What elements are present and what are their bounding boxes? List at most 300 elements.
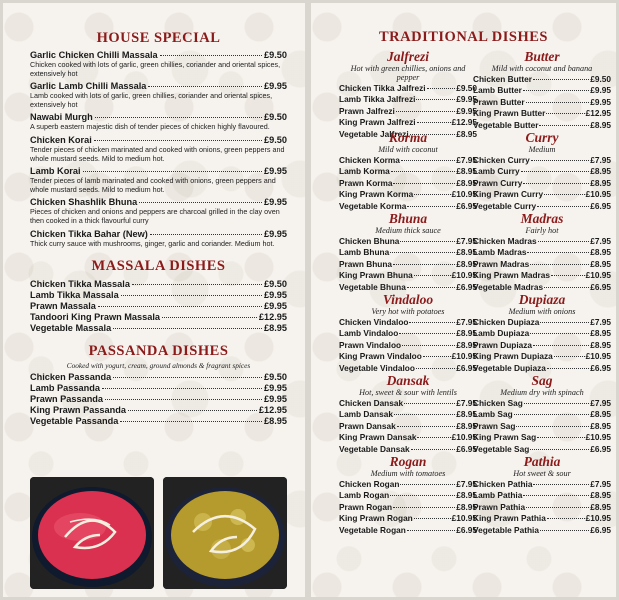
menu-item-row bbox=[339, 340, 477, 351]
menu-item-name: Lamb Pathia bbox=[473, 490, 523, 501]
dot-leader bbox=[120, 421, 262, 422]
menu-item-row bbox=[339, 525, 477, 536]
category-subtitle: Very hot with potatoes bbox=[371, 307, 445, 316]
menu-item-price: £8.95 bbox=[590, 339, 611, 350]
dot-leader bbox=[516, 426, 589, 427]
menu-item-price: £8.95 bbox=[590, 247, 611, 258]
menu-item-row bbox=[339, 513, 477, 524]
menu-item-row bbox=[339, 166, 477, 177]
menu-item-price: £8.95 bbox=[590, 490, 611, 501]
menu-item-row bbox=[30, 290, 287, 301]
dot-leader bbox=[160, 55, 262, 56]
menu-item-price: £9.50 bbox=[456, 83, 477, 93]
menu-item-price: £8.95 bbox=[590, 119, 611, 130]
menu-item-row bbox=[339, 94, 477, 105]
category-dansak bbox=[339, 373, 477, 454]
passanda-subtitle: Cooked with yogurt, cream, ground almonds & fragrant spices bbox=[66, 361, 251, 371]
menu-item-name: Chicken Tikka Jalfrezi bbox=[339, 83, 426, 93]
traditional-column-left bbox=[339, 49, 477, 535]
massala-list bbox=[30, 279, 287, 334]
menu-item-name: Vegetable Rogan bbox=[339, 524, 406, 535]
category-pathia bbox=[473, 454, 611, 535]
menu-item-row bbox=[473, 502, 611, 513]
category-madras bbox=[473, 211, 611, 292]
category-butter bbox=[473, 49, 611, 130]
menu-item-row bbox=[30, 323, 287, 334]
menu-item-name: Prawn Massala bbox=[30, 301, 96, 312]
menu-item-name: Lamb Curry bbox=[473, 166, 520, 177]
dot-leader bbox=[533, 345, 589, 346]
menu-item-name: Lamb Tikka Jalfrezi bbox=[339, 94, 416, 105]
menu-item-row bbox=[473, 432, 611, 443]
menu-item-price: £9.50 bbox=[264, 372, 287, 383]
menu-item-name: Garlic Chicken Chilli Massala bbox=[30, 50, 158, 60]
menu-item-name: King Prawn Vindaloo bbox=[339, 351, 422, 362]
menu-item-price: £9.95 bbox=[264, 81, 287, 92]
category-title: Madras bbox=[520, 211, 564, 226]
dot-leader bbox=[526, 507, 589, 508]
menu-item-row bbox=[473, 328, 611, 339]
menu-item-row bbox=[473, 189, 611, 200]
menu-item-row bbox=[473, 155, 611, 166]
menu-item-row bbox=[339, 178, 477, 189]
menu-item-name: Lamb Dansak bbox=[339, 409, 393, 420]
menu-item-row bbox=[339, 189, 477, 200]
menu-item-name: King Prawn Bhuna bbox=[339, 270, 413, 281]
menu-item-price: £7.95 bbox=[456, 317, 477, 327]
category-title: Bhuna bbox=[388, 211, 428, 226]
dot-leader bbox=[537, 437, 584, 438]
menu-item-description: A superb eastern majestic dish of tender pieces of chicken highly flavoured. bbox=[30, 122, 270, 132]
menu-item-price: £6.95 bbox=[456, 443, 477, 454]
menu-item-price: £8.95 bbox=[590, 328, 611, 339]
dot-leader bbox=[390, 252, 455, 253]
menu-item-name: Vegetable Pathia bbox=[473, 524, 539, 535]
green-curry-dish-photo bbox=[163, 477, 287, 589]
menu-item-name: Prawn Dansak bbox=[339, 420, 396, 431]
menu-item-name: Vegetable Curry bbox=[473, 200, 537, 211]
dot-leader bbox=[417, 437, 450, 438]
menu-item-name: Chicken Passanda bbox=[30, 372, 112, 383]
menu-item-price: £6.95 bbox=[590, 443, 611, 454]
menu-item-row bbox=[339, 409, 477, 420]
menu-item-row bbox=[473, 421, 611, 432]
dot-leader bbox=[417, 122, 451, 123]
category-title: Dansak bbox=[386, 373, 430, 388]
left-menu-page bbox=[3, 3, 305, 597]
dot-leader bbox=[547, 368, 589, 369]
house-special-list bbox=[30, 50, 287, 248]
category-subtitle: Hot sweet & sour bbox=[513, 469, 571, 478]
menu-item-row bbox=[473, 513, 611, 524]
menu-item-price: £7.95 bbox=[456, 236, 477, 246]
menu-item-name: Lamb Tikka Massala bbox=[30, 290, 119, 301]
menu-item-price: £7.95 bbox=[456, 155, 477, 165]
menu-item-name: Vegetable Bhuna bbox=[339, 281, 406, 292]
dot-leader bbox=[554, 356, 585, 357]
menu-item-name: Lamb Sag bbox=[473, 409, 513, 420]
dot-leader bbox=[409, 322, 455, 323]
menu-item-name: Chicken Sag bbox=[473, 398, 523, 408]
menu-item-price: £7.95 bbox=[590, 236, 611, 246]
house-special-heading: HOUSE SPECIAL bbox=[96, 30, 221, 46]
menu-item-name: Lamb Vindaloo bbox=[339, 328, 399, 339]
category-subtitle: Hot with green chillies, onions and pepper bbox=[350, 64, 466, 82]
menu-item-row bbox=[339, 117, 477, 128]
menu-item-price: £12.95 bbox=[258, 312, 287, 323]
menu-item-row bbox=[339, 247, 477, 258]
menu-item-name: Vegetable Jalfrezi bbox=[339, 128, 409, 139]
passanda-heading: PASSANDA DISHES bbox=[88, 343, 229, 360]
menu-item-name: Tandoori King Prawn Massala bbox=[30, 312, 161, 323]
dot-leader bbox=[393, 264, 455, 265]
category-subtitle: Medium dry with spinach bbox=[500, 388, 584, 397]
menu-item-price: £9.95 bbox=[264, 166, 287, 177]
dot-leader bbox=[531, 160, 590, 161]
menu-item-price: £10.95 bbox=[451, 189, 477, 200]
menu-item-name: Prawn Butter bbox=[473, 96, 525, 107]
menu-item-name: Vegetable Butter bbox=[473, 119, 539, 130]
menu-item-row bbox=[339, 502, 477, 513]
menu-item-name: Lamb Butter bbox=[473, 85, 522, 96]
menu-item-name: Prawn Sag bbox=[473, 420, 516, 431]
menu-item-name: Lamb Korai bbox=[30, 166, 81, 177]
menu-item-name: Prawn Pathia bbox=[473, 501, 526, 512]
category-title: Dupiaza bbox=[518, 292, 566, 307]
menu-item-price: £8.95 bbox=[456, 128, 477, 139]
dot-leader bbox=[400, 484, 455, 485]
category-dupiaza bbox=[473, 292, 611, 373]
dot-leader bbox=[544, 194, 585, 195]
menu-item-price: £6.95 bbox=[590, 524, 611, 535]
menu-item-name: Chicken Pathia bbox=[473, 479, 533, 489]
special-item bbox=[30, 135, 287, 163]
menu-item-row bbox=[339, 155, 477, 166]
category-subtitle: Fairly hot bbox=[525, 226, 559, 235]
category-subtitle: Medium with onions bbox=[508, 307, 576, 316]
dot-leader bbox=[521, 171, 590, 172]
menu-item-price: £9.95 bbox=[264, 290, 287, 301]
menu-item-name: King Prawn Dansak bbox=[339, 432, 417, 443]
menu-item-row bbox=[339, 259, 477, 270]
menu-item-price: £6.95 bbox=[456, 524, 477, 535]
menu-item-price: £6.95 bbox=[456, 200, 477, 211]
menu-item-row bbox=[473, 490, 611, 501]
category-curry bbox=[473, 130, 611, 211]
menu-item-name: Chicken Tikka Bahar (New) bbox=[30, 228, 148, 239]
menu-item-row bbox=[473, 166, 611, 177]
menu-item-name: King Prawn Curry bbox=[473, 189, 544, 200]
dot-leader bbox=[139, 202, 262, 203]
menu-item-price: £8.95 bbox=[590, 166, 611, 177]
menu-item-price: £6.95 bbox=[590, 362, 611, 373]
menu-item-price: £9.50 bbox=[590, 74, 611, 84]
dot-leader bbox=[396, 111, 455, 112]
dot-leader bbox=[411, 449, 456, 450]
menu-item-price: £7.95 bbox=[590, 479, 611, 489]
menu-item-price: £9.95 bbox=[264, 394, 287, 405]
menu-item-row bbox=[473, 108, 611, 119]
menu-item-name: Prawn Rogan bbox=[339, 501, 393, 512]
dot-leader bbox=[414, 275, 451, 276]
menu-item-price: £6.95 bbox=[590, 281, 611, 292]
dot-leader bbox=[128, 410, 257, 411]
dot-leader bbox=[427, 88, 456, 89]
dot-leader bbox=[414, 194, 450, 195]
menu-item-name: Vegetable Sag bbox=[473, 443, 530, 454]
category-subtitle: Mild with coconut bbox=[378, 145, 438, 154]
menu-item-price: £8.95 bbox=[456, 339, 477, 350]
menu-item-name: Lamb Dupiaza bbox=[473, 328, 530, 339]
menu-item-price: £8.95 bbox=[456, 420, 477, 431]
dot-leader bbox=[530, 333, 589, 334]
menu-item-row bbox=[473, 247, 611, 258]
dot-leader bbox=[547, 518, 585, 519]
dish-photos bbox=[30, 477, 287, 589]
menu-item-name: Chicken Korma bbox=[339, 155, 400, 165]
traditional-heading: TRADITIONAL DISHES bbox=[379, 29, 548, 45]
menu-item-name: Chicken Dupiaza bbox=[473, 317, 540, 327]
menu-item-price: £10.95 bbox=[451, 432, 477, 443]
dot-leader bbox=[530, 449, 589, 450]
dot-leader bbox=[407, 287, 455, 288]
menu-item-row bbox=[339, 317, 477, 328]
menu-item-name: King Prawn Korma bbox=[339, 189, 414, 200]
menu-item-row bbox=[473, 97, 611, 108]
dot-leader bbox=[95, 117, 262, 118]
menu-item-name: Prawn Dupiaza bbox=[473, 339, 533, 350]
dot-leader bbox=[390, 495, 455, 496]
menu-item-name: King Prawn Sag bbox=[473, 432, 537, 443]
dot-leader bbox=[539, 125, 589, 126]
dot-leader bbox=[121, 295, 262, 296]
dot-leader bbox=[523, 183, 589, 184]
menu-item-name: Vegetable Vindaloo bbox=[339, 362, 415, 373]
menu-item-row bbox=[473, 340, 611, 351]
menu-item-price: £9.95 bbox=[590, 85, 611, 96]
menu-item-description: Lamb cooked with lots of garlic, green chillies, coriander and oriental spices, extensively hot bbox=[30, 91, 273, 109]
menu-item-row bbox=[473, 479, 611, 490]
menu-item-price: £7.95 bbox=[590, 317, 611, 327]
menu-item-name: King Prawn Pathia bbox=[473, 513, 546, 524]
category-subtitle: Medium bbox=[528, 145, 556, 154]
category-vindaloo bbox=[339, 292, 477, 373]
dot-leader bbox=[546, 113, 584, 114]
dot-leader bbox=[397, 426, 456, 427]
menu-item-row bbox=[30, 416, 287, 427]
dot-leader bbox=[551, 275, 585, 276]
menu-item-price: £8.95 bbox=[456, 247, 477, 258]
menu-item-price: £6.95 bbox=[456, 281, 477, 292]
dot-leader bbox=[399, 333, 455, 334]
right-menu-page bbox=[311, 3, 616, 597]
menu-item-price: £12.95 bbox=[258, 405, 287, 416]
menu-item-name: Chicken Dansak bbox=[339, 398, 404, 408]
dot-leader bbox=[423, 356, 451, 357]
dot-leader bbox=[393, 507, 455, 508]
menu-item-price: £8.95 bbox=[456, 166, 477, 177]
menu-item-row bbox=[473, 270, 611, 281]
dot-leader bbox=[98, 306, 262, 307]
menu-item-row bbox=[339, 432, 477, 443]
menu-item-price: £9.50 bbox=[264, 279, 287, 290]
dot-leader bbox=[102, 388, 262, 389]
menu-item-price: £8.95 bbox=[264, 323, 287, 334]
dot-leader bbox=[113, 328, 262, 329]
dot-leader bbox=[150, 234, 262, 235]
category-subtitle: Hot, sweet & sour with lentils bbox=[359, 388, 457, 397]
dot-leader bbox=[94, 140, 262, 141]
traditional-column-right bbox=[473, 49, 611, 535]
menu-item-name: King Prawn Rogan bbox=[339, 513, 413, 524]
menu-item-price: £8.95 bbox=[264, 416, 287, 427]
menu-item-name: Lamb Passanda bbox=[30, 383, 100, 394]
menu-item-price: £7.95 bbox=[456, 479, 477, 489]
dot-leader bbox=[407, 530, 455, 531]
menu-item-price: £10.95 bbox=[585, 189, 611, 200]
menu-item-price: £7.95 bbox=[590, 155, 611, 165]
menu-item-description: Tender pieces of lamb marinated and cooked with onions, green peppers and whole mustard seeds. Mild to medium hot. bbox=[30, 176, 276, 194]
menu-item-price: £10.95 bbox=[585, 513, 611, 524]
dot-leader bbox=[414, 518, 451, 519]
menu-item-price: £9.95 bbox=[456, 105, 477, 116]
dot-leader bbox=[393, 183, 455, 184]
menu-item-row bbox=[339, 270, 477, 281]
dot-leader bbox=[523, 495, 589, 496]
menu-item-price: £8.95 bbox=[456, 490, 477, 501]
dot-leader bbox=[391, 171, 456, 172]
menu-item-row bbox=[473, 259, 611, 270]
dot-leader bbox=[148, 86, 262, 87]
menu-item-row bbox=[339, 106, 477, 117]
menu-item-row bbox=[30, 312, 287, 323]
dot-leader bbox=[524, 403, 589, 404]
dot-leader bbox=[416, 99, 455, 100]
menu-item-description: Tender pieces of chicken marinated and cooked with onions, green peppers and whole mustard seeds. Mild to medium hot. bbox=[30, 144, 285, 163]
category-title: Curry bbox=[525, 130, 559, 145]
menu-item-name: Vegetable Dansak bbox=[339, 443, 410, 454]
special-item bbox=[30, 112, 287, 132]
dot-leader bbox=[83, 171, 262, 172]
menu-item-name: Chicken Curry bbox=[473, 155, 530, 165]
menu-item-price: £8.95 bbox=[456, 258, 477, 269]
menu-item-name: Prawn Vindaloo bbox=[339, 339, 402, 350]
category-bhuna bbox=[339, 211, 477, 292]
menu-item-price: £9.95 bbox=[456, 94, 477, 105]
menu-item-name: Vegetable Massala bbox=[30, 323, 112, 334]
menu-item-price: £7.95 bbox=[590, 398, 611, 408]
menu-item-row bbox=[339, 83, 477, 94]
menu-item-description: Pieces of chicken and onions and peppers are charcoal grilled in the clay oven then cooked in a thick flavourful curry bbox=[30, 207, 280, 225]
menu-item-name: Prawn Passanda bbox=[30, 394, 104, 405]
menu-item-row bbox=[30, 229, 287, 240]
menu-item-name: Nawabi Murgh bbox=[30, 112, 93, 123]
menu-item-price: £8.95 bbox=[590, 258, 611, 269]
menu-item-name: Prawn Jalfrezi bbox=[339, 105, 395, 116]
menu-item-description: Chicken cooked with lots of garlic, green chillies, coriander and oriental spices, extensively hot bbox=[30, 60, 281, 78]
menu-item-name: Vegetable Korma bbox=[339, 200, 407, 211]
menu-item-name: Chicken Bhuna bbox=[339, 236, 400, 246]
dot-leader bbox=[402, 345, 455, 346]
category-subtitle: Medium with tomatoes bbox=[370, 469, 446, 478]
menu-item-price: £9.50 bbox=[264, 112, 287, 123]
menu-item-row bbox=[473, 178, 611, 189]
menu-item-name: Chicken Butter bbox=[473, 74, 533, 84]
menu-item-name: Chicken Rogan bbox=[339, 479, 400, 489]
menu-item-name: Vegetable Madras bbox=[473, 281, 544, 292]
menu-item-row bbox=[473, 236, 611, 247]
menu-item-price: £8.95 bbox=[456, 328, 477, 339]
menu-item-name: Prawn Madras bbox=[473, 258, 530, 269]
menu-item-row bbox=[473, 74, 611, 85]
dot-leader bbox=[523, 90, 589, 91]
dot-leader bbox=[533, 484, 589, 485]
category-title: Jalfrezi bbox=[387, 49, 429, 64]
dot-leader bbox=[400, 241, 455, 242]
category-subtitle: Medium thick sauce bbox=[375, 226, 441, 235]
menu-item-price: £8.95 bbox=[590, 409, 611, 420]
menu-item-price: £8.95 bbox=[590, 501, 611, 512]
category-title: Sag bbox=[531, 373, 553, 388]
passanda-list bbox=[30, 372, 287, 427]
dot-leader bbox=[404, 403, 455, 404]
menu-item-row bbox=[30, 405, 287, 416]
menu-item-row bbox=[339, 421, 477, 432]
menu-item-price: £10.95 bbox=[585, 432, 611, 443]
menu-item-row bbox=[339, 236, 477, 247]
dot-leader bbox=[132, 284, 262, 285]
dot-leader bbox=[526, 102, 590, 103]
menu-item-name: Vegetable Passanda bbox=[30, 416, 119, 427]
dot-leader bbox=[544, 287, 589, 288]
dot-leader bbox=[527, 252, 589, 253]
menu-item-name: King Prawn Jalfrezi bbox=[339, 117, 416, 128]
menu-item-price: £8.95 bbox=[590, 177, 611, 188]
menu-item-row bbox=[30, 394, 287, 405]
menu-item-name: Lamb Bhuna bbox=[339, 247, 390, 258]
category-rogan bbox=[339, 454, 477, 535]
menu-item-price: £9.95 bbox=[264, 383, 287, 394]
menu-item-name: King Prawn Madras bbox=[473, 270, 550, 281]
menu-item-price: £8.95 bbox=[456, 177, 477, 188]
menu-item-price: £12.95 bbox=[451, 117, 477, 128]
category-title: Rogan bbox=[389, 454, 427, 469]
menu-item-name: Chicken Tikka Massala bbox=[30, 279, 130, 290]
menu-item-price: £6.95 bbox=[590, 200, 611, 211]
dot-leader bbox=[401, 160, 455, 161]
menu-item-price: £8.95 bbox=[456, 409, 477, 420]
menu-item-name: Chicken Shashlik Bhuna bbox=[30, 197, 138, 208]
menu-item-price: £8.95 bbox=[590, 420, 611, 431]
menu-item-price: £10.95 bbox=[585, 351, 611, 362]
special-item bbox=[30, 197, 287, 225]
menu-item-row bbox=[30, 301, 287, 312]
menu-item-name: Chicken Madras bbox=[473, 236, 537, 246]
menu-item-price: £10.95 bbox=[585, 270, 611, 281]
menu-item-price: £9.50 bbox=[264, 134, 287, 145]
menu-item-price: £10.95 bbox=[451, 270, 477, 281]
dot-leader bbox=[105, 399, 262, 400]
menu-item-name: King Prawn Butter bbox=[473, 108, 546, 119]
menu-item-row bbox=[339, 479, 477, 490]
dot-leader bbox=[537, 206, 589, 207]
menu-item-price: £12.95 bbox=[585, 108, 611, 119]
category-title: Korma bbox=[388, 130, 428, 145]
menu-item-name: Lamb Madras bbox=[473, 247, 527, 258]
dot-leader bbox=[530, 264, 589, 265]
dot-leader bbox=[514, 414, 590, 415]
menu-item-name: Vegetable Dupiaza bbox=[473, 362, 546, 373]
